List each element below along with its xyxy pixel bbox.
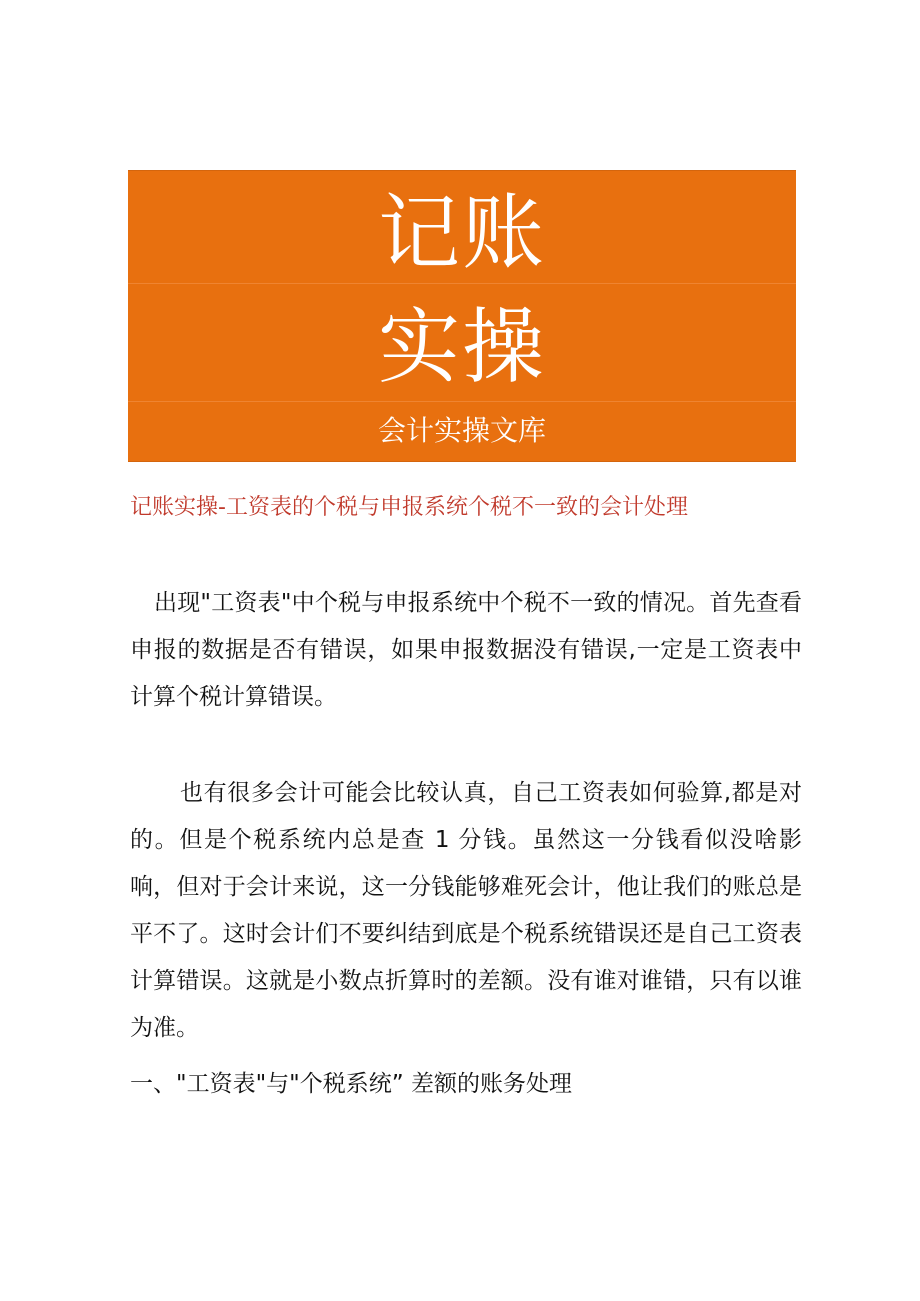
banner-divider [128,401,796,402]
paragraph: 也有很多会计可能会比较认真，自己工资表如何验算,都是对的。但是个税系统内总是查 1 分钱。虽然这一分钱看似没啥影响，但对于会计来说，这一分钱能够难死会计，他让我们的账总是平不了。这时会计们不要纠结到底是个税系统错误还是自己工资表计算错误。这就是小数点折算时的差额。没有谁对谁错，只有以谁为准。 [130,780,802,1041]
banner-divider [128,283,796,284]
cover-banner [128,170,796,462]
banner-title-line1: 记账 [377,186,546,281]
banner-title-line2: 实操 [377,300,546,395]
document-title: 记账实操-工资表的个税与申报系统个税不一致的会计处理 [130,495,688,520]
banner-subtitle: 会计实操文库 [377,414,546,447]
paragraph: 出现"工资表"中个税与申报系统中个税不一致的情况。首先查看申报的数据是否有错误，如果申报数据没有错误,一定是工资表中计算个税计算错误。 [130,590,802,710]
section-heading: 一、"工资表"与"个税系统” 差额的账务处理 [130,1071,572,1097]
